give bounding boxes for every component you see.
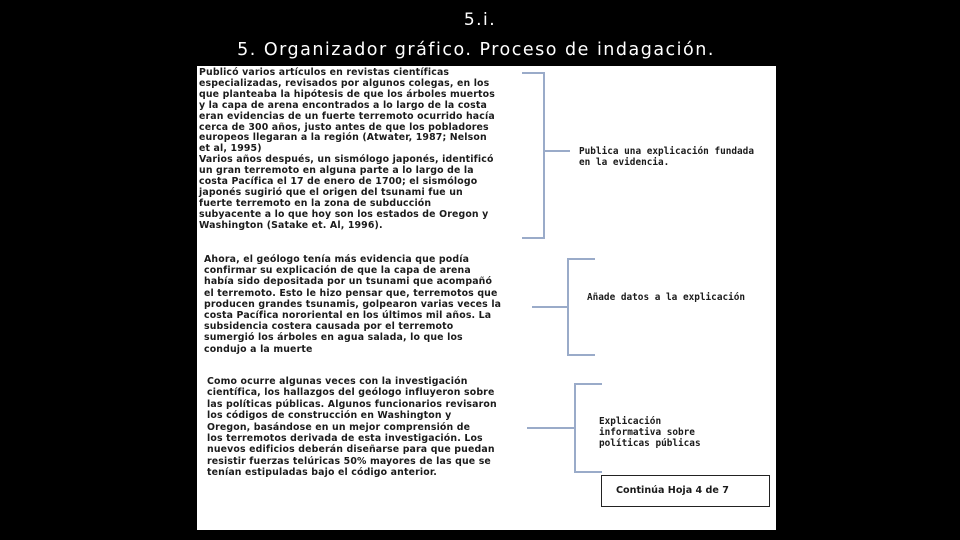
- bracket-1: [522, 73, 544, 238]
- text-block-policy: Como ocurre algunas veces con la investigación científica, los hallazgos del geólogo influyeron sobre las políticas públicas. Algunos funcionarios revisaron los códigos de construcción en Washington y Oregon, basándose en un mejor comprensión de los terremotos derivada de esta investigación. Los nuevos edificios deberán diseñarse para que puedan resistir fuerzas telúricas 50% mayores de las que se tenían estipuladas bajo el código anterior.: [207, 376, 497, 479]
- step-label-publish: Publica una explicación fundada en la evidencia.: [579, 146, 754, 168]
- text-block-evidence: Ahora, el geólogo tenía más evidencia que podía confirmar su explicación de que la capa de arena había sido depositada por un tsunami que acompañó el terremoto. Esto le hizo pensar que, terremotos que producen grandes tsunamis, golpearon varias veces la costa Pacífica nororiental en los últimos mil años. La subsidencia costera causada por el terremoto sumergió los árboles en agua salada, lo que los condujo a la muerte: [204, 254, 502, 355]
- bracket-3: [575, 384, 602, 472]
- continue-box: [601, 475, 770, 507]
- step-label-add-data: Añade datos a la explicación: [587, 292, 746, 303]
- slide-number: 5.i.: [463, 10, 497, 30]
- step-label-policy: Explicación informativa sobre políticas públicas: [599, 416, 701, 449]
- bracket-2: [568, 259, 595, 355]
- slide-title: 5. Organizador gráfico. Proceso de indagación.: [237, 40, 715, 60]
- text-block-publication: Publicó varios artículos en revistas científicas especializadas, revisados por algunos colegas, en los que planteaba la hipótesis de que los árboles muertos y la capa de arena encontrados a lo largo de la costa eran evidencias de un fuerte terremoto ocurrido hacía cerca de 300 años, justo antes de que los pobladores europeos llegaran a la región (Atwater, 1987; Nelson et al, 1995) Varios años después, un sismólogo japonés, identificó un gran terremoto en alguna parte a lo largo de la costa Pacífica el 17 de enero de 1700; el sismólogo japonés sugirió que el origen del tsunami fue un fuerte terremoto en la zona de subducción subyacente a lo que hoy son los estados de Oregon y Washington (Satake et. Al, 1996).: [199, 67, 495, 231]
- continue-text: Continúa Hoja 4 de 7: [616, 485, 729, 496]
- document-sheet: [197, 66, 776, 530]
